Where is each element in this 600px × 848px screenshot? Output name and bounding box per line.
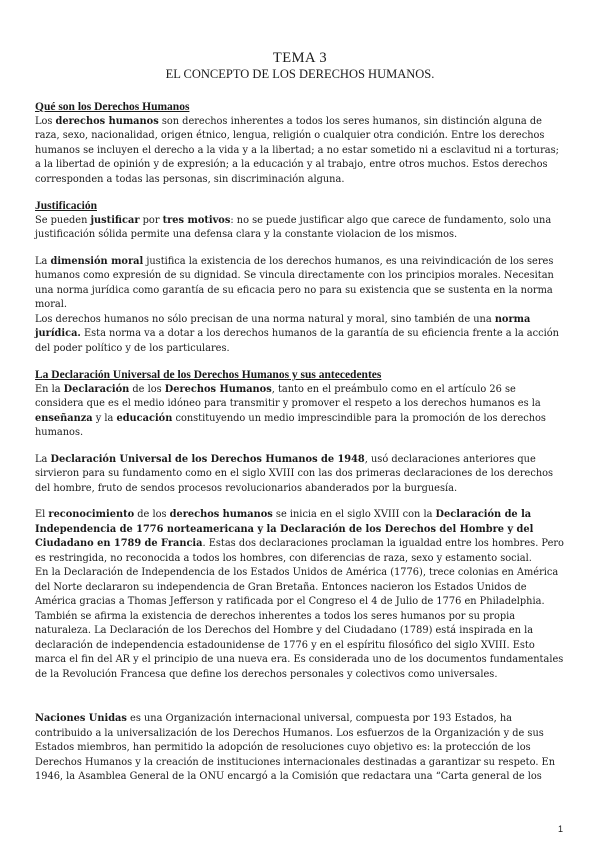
paragraph: La Declaración Universal de los Derechos Humanos de 1948, usó declaraciones anteriores que sirvieron para su fundamento como en el siglo XVIII con las dos primeras declaraciones de los derechos del hombre, fruto de sendos procesos revolucionarios abanderados por la burguesía.: [35, 453, 554, 494]
document-subtitle: EL CONCEPTO DE LOS DERECHOS HUMANOS.: [165, 67, 435, 81]
page-number: 1: [557, 824, 563, 834]
paragraph: El reconocimiento de los derechos humanos se inicia en el siglo XVIII con la Declaración de la Independencia de 1776 norteamericana y la Declaración de los Derechos del Hombre y del Ciudadano en 1789 de Francia. Estas dos declaraciones proclaman la igualdad entre los hombres. Pero es restringida, no reconocida a todos los hombres, con diferencias de raza, sexo y estamento social.: [35, 509, 564, 564]
paragraph: Se pueden justificar por tres motivos: no se puede justificar algo que carece de fundamento, solo una justificación sólida permite una defensa clara y la constante violacion de los mismos.: [35, 214, 552, 240]
document-body: [35, 100, 567, 785]
paragraph: Los derechos humanos no sólo precisan de una norma natural y moral, sino también de una norma jurídica. Esta norma va a dotar a los derechos humanos de la garantía de su eficiencia frente a la acción del poder político y de los particulares.: [35, 313, 559, 354]
paragraph: La dimensión moral justifica la existencia de los derechos humanos, es una reivindicación de los seres humanos como expresión de su dignidad. Se vincula directamente con los principios morales. Necesitan una norma jurídica como garantía de su eficacia pero no para su existencia que se sustenta en la norma moral.: [35, 255, 554, 310]
section-heading-declaracion: La Declaración Universal de los Derechos Humanos y sus antecedentes: [35, 369, 382, 381]
section-heading-justificacion: Justificación: [35, 200, 97, 212]
paragraph: Naciones Unidas es una Organización internacional universal, compuesta por 193 Estados, ha contribuido a la universalización de los Derechos Humanos. Los esfuerzos de la Organización y de sus Estados miembros, han permitido la adopción de resoluciones cuyo objetivo es: la protección de los Derechos Humanos y la creación de instituciones internacionales destinadas a garantizar su respeto. En 1946, la Asamblea General de la ONU encargó a la Comisión que redactara una “Carta general de los: [35, 713, 556, 782]
paragraph: En la Declaración de Independencia de los Estados Unidos de América (1776), trece colonias en América del Norte declararon su independencia de Gran Bretaña. Entonces nacieron los Estados Unidos de América gracias a Thomas Jefferson y ratificada por el Congreso el 4 de Julio de 1776 en Philadelphia. También se afirma la existencia de derechos inherentes a todos los seres humanos por su propia naturaleza. La Declaración de los Derechos del Hombre y del Ciudadano (1789) está inspirada en la declaración de independencia estadounidense de 1776 y en el espíritu filosófico del siglo XVIII. Esto marca el fin del AR y el principio de una nueva era. Es considerada uno de los documentos fundamentales de la Revolución Francesa que define los derechos personales y colectivos como universales.: [35, 567, 564, 680]
paragraph: Los derechos humanos son derechos inherentes a todos los seres humanos, sin distinción alguna de raza, sexo, nacionalidad, origen étnico, lengua, religión o cualquier otra condición. Entre los derechos humanos se incluyen el derecho a la vida y a la libertad; a no estar sometido ni a esclavitud ni a torturas; a la libertad de opinión y de expresión; a la educación y al trabajo, entre otros muchos. Estos derechos corresponden a todas las personas, sin discriminación alguna.: [35, 115, 559, 185]
section-heading-que-son: Qué son los Derechos Humanos: [35, 101, 190, 113]
document-title: TEMA 3: [272, 50, 328, 66]
paragraph: En la Declaración de los Derechos Humanos, tanto en el preámbulo como en el artículo 26 se considera que es el medio idóneo para transmitir y promover el respeto a los derechos humanos es la enseñanza y la educación constituyendo un medio imprescindible para la promoción de los derechos humanos.: [35, 383, 546, 438]
